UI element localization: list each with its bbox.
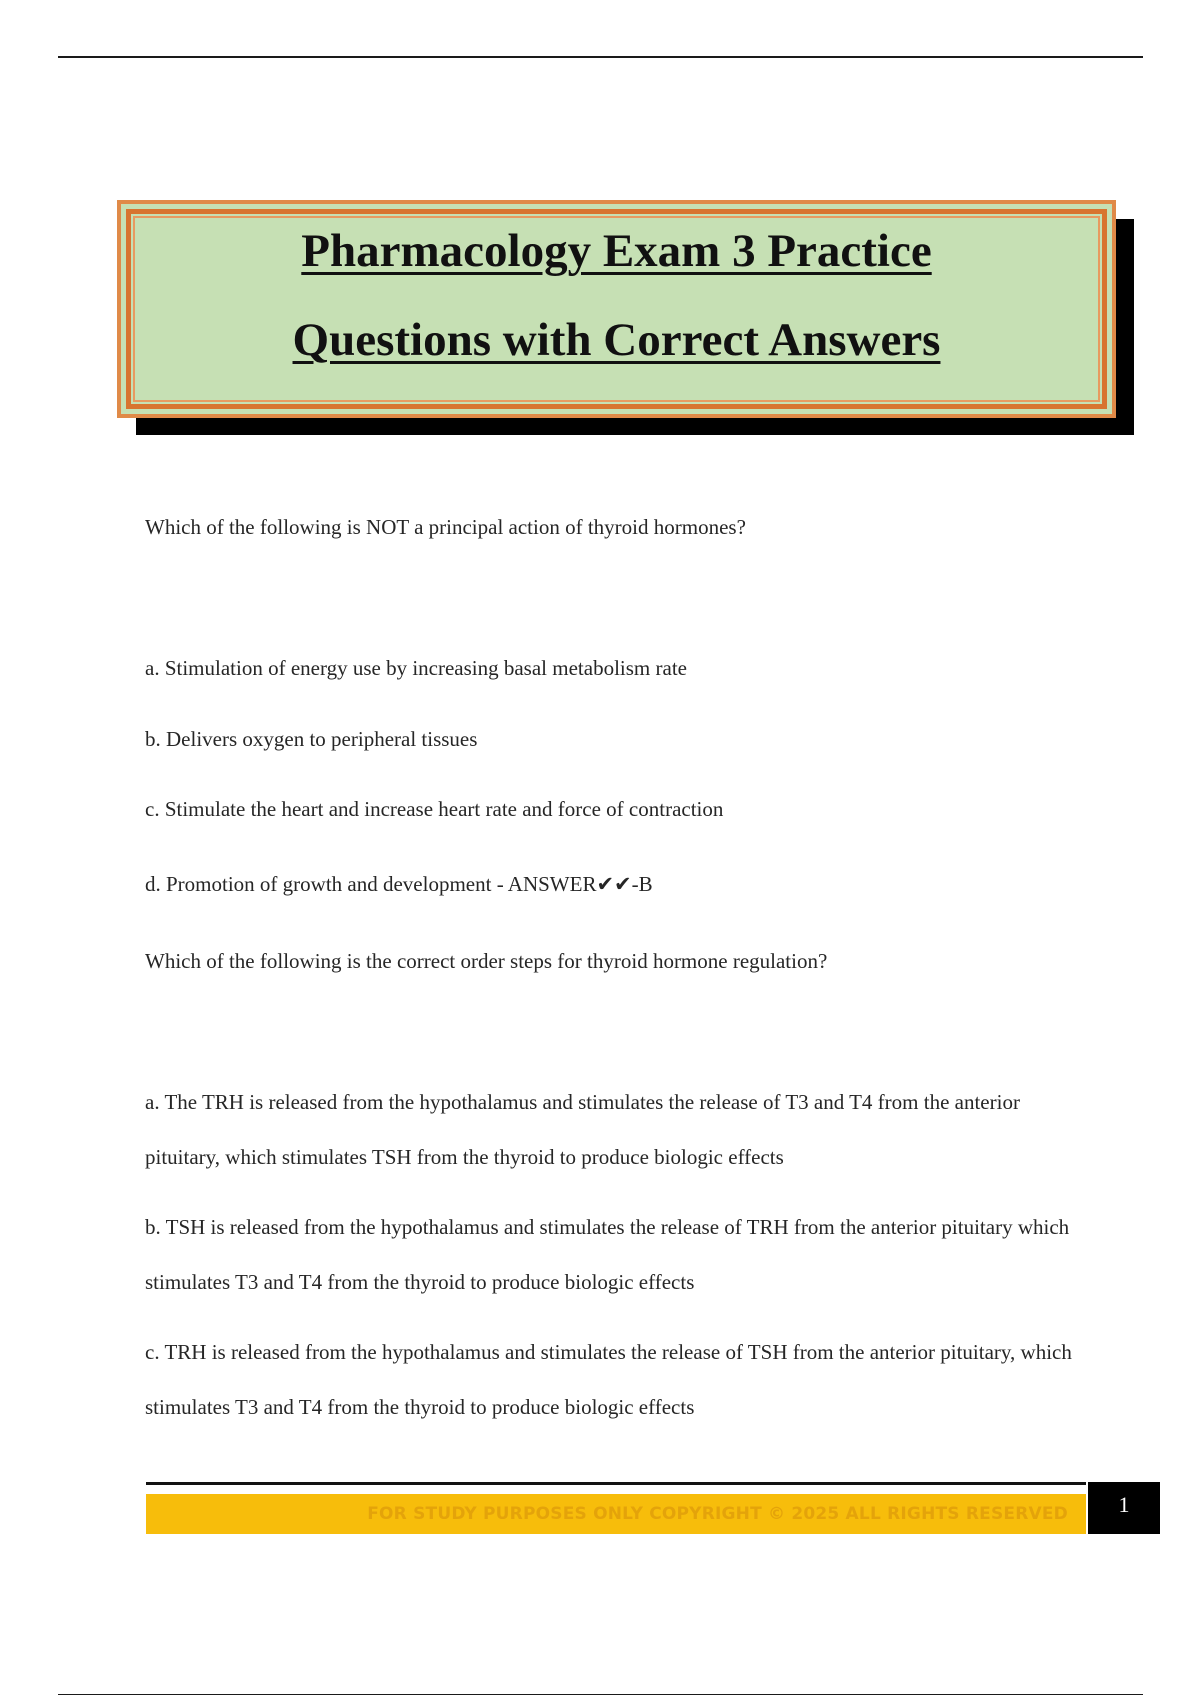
title-line-1: Pharmacology Exam 3 Practice [301, 225, 932, 277]
copyright-notice: FOR STUDY PURPOSES ONLY COPYRIGHT © 2025 ALL RIGHTS RESERVED [367, 1504, 1068, 1524]
footer-bar [146, 1494, 1086, 1534]
question-1-option-c: c. Stimulate the heart and increase heart rate and force of contraction [145, 797, 724, 821]
question-1-option-d-answer: d. Promotion of growth and development - ANSWER✔✔-B [145, 872, 653, 896]
top-rule [58, 56, 1143, 58]
bottom-rule [58, 1694, 1143, 1695]
question-1-option-b: b. Delivers oxygen to peripheral tissues [145, 727, 478, 751]
question-2-option-a: a. The TRH is released from the hypothalamus and stimulates the release of T3 and T4 from the anterior pituitary, which stimulates TSH from the thyroid to produce biologic effects [145, 1090, 1020, 1169]
page-number: 1 [1088, 1482, 1160, 1534]
question-2-option-b: b. TSH is released from the hypothalamus and stimulates the release of TRH from the anterior pituitary which stimulates T3 and T4 from the thyroid to produce biologic effects [145, 1215, 1070, 1294]
footer-rule [146, 1482, 1086, 1485]
question-2-option-c: c. TRH is released from the hypothalamus and stimulates the release of TSH from the anterior pituitary, which stimulates T3 and T4 from the thyroid to produce biologic effects [145, 1340, 1072, 1419]
question-1-option-a: a. Stimulation of energy use by increasing basal metabolism rate [145, 656, 687, 680]
title-line-2: Questions with Correct Answers [292, 314, 941, 366]
question-1-text: Which of the following is NOT a principal action of thyroid hormones? [145, 515, 746, 539]
question-2-text: Which of the following is the correct order steps for thyroid hormone regulation? [145, 949, 828, 973]
title-box [117, 200, 1116, 418]
